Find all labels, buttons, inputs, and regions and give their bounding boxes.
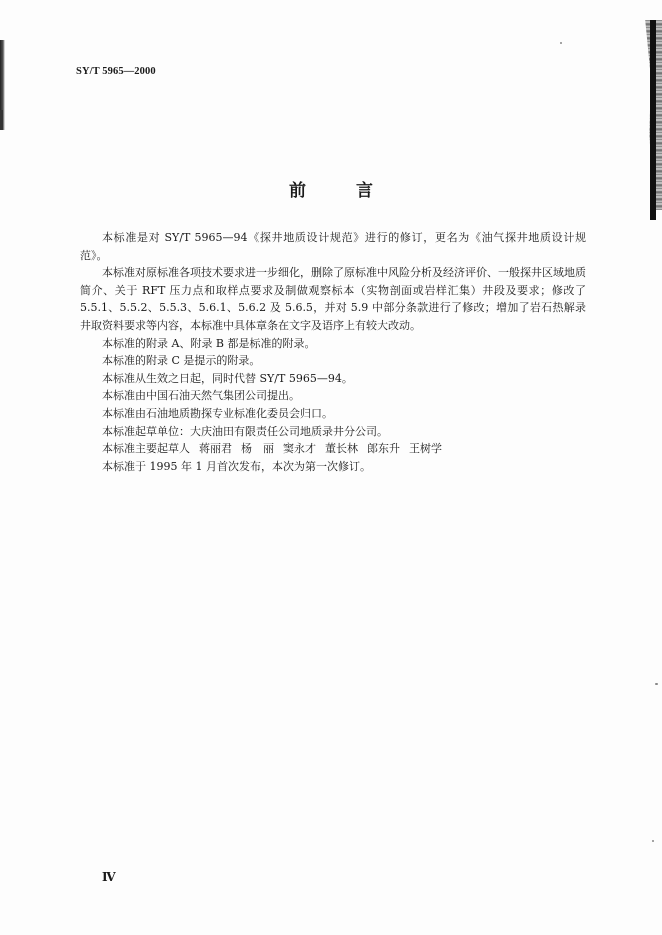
foreword-body [80, 229, 586, 475]
paragraph: 本标准于 1995 年 1 月首次发布，本次为第一次修订。 [102, 459, 371, 473]
scan-speck [655, 683, 658, 685]
drafter-name: 蒋丽君 [199, 442, 232, 456]
paragraph: 本标准对原标准各项技术要求进一步细化，删除了原标准中风险分析及经济评价、一般探井区域地质简介、关于 RFT 压力点和取样点要求及制做观察标本（实物剖面或岩样汇集）井段及要求；修改了 5.5.1、5.5.2、5.5.3、5.6.1、5.6.2 及 5.6.5，并对 5.9 中部分条款进行了修改；增加了岩石热解录井取资料要求等内容，本标准中具体章条在文字及语序上有较大改动。 [80, 266, 586, 332]
drafters-label: 本标准主要起草人 [102, 442, 190, 456]
paragraph: 本标准是对 SY/T 5965—94《探井地质设计规范》进行的修订，更名为《油气探井地质设计规范》。 [80, 231, 586, 262]
drafters-line [80, 440, 586, 458]
drafter-name: 王树学 [409, 442, 442, 456]
drafter-name: 董长林 [325, 442, 358, 456]
paragraph: 本标准由石油地质勘探专业标准化委员会归口。 [102, 406, 333, 420]
scan-speck [560, 42, 562, 44]
paragraph: 本标准由中国石油天然气集团公司提出。 [102, 389, 300, 403]
paragraph: 本标准的附录 C 是提示的附录。 [102, 354, 261, 368]
paragraph: 本标准的附录 A、附录 B 都是标准的附录。 [102, 336, 316, 350]
drafter-name: 杨 丽 [241, 442, 274, 456]
drafter-name: 窦永才 [283, 442, 316, 456]
scan-edge-mark-left [0, 110, 3, 130]
document-code: SY/T 5965—2000 [76, 66, 156, 77]
scan-speck [652, 840, 654, 842]
paragraph: 本标准从生效之日起，同时代替 SY/T 5965—94。 [102, 371, 353, 385]
drafter-name: 郎东升 [367, 442, 400, 456]
paragraph: 本标准起草单位：大庆油田有限责任公司地质录井分公司。 [102, 424, 388, 438]
page-number: Ⅳ [102, 870, 116, 884]
page-title: 前 言 [289, 181, 395, 201]
